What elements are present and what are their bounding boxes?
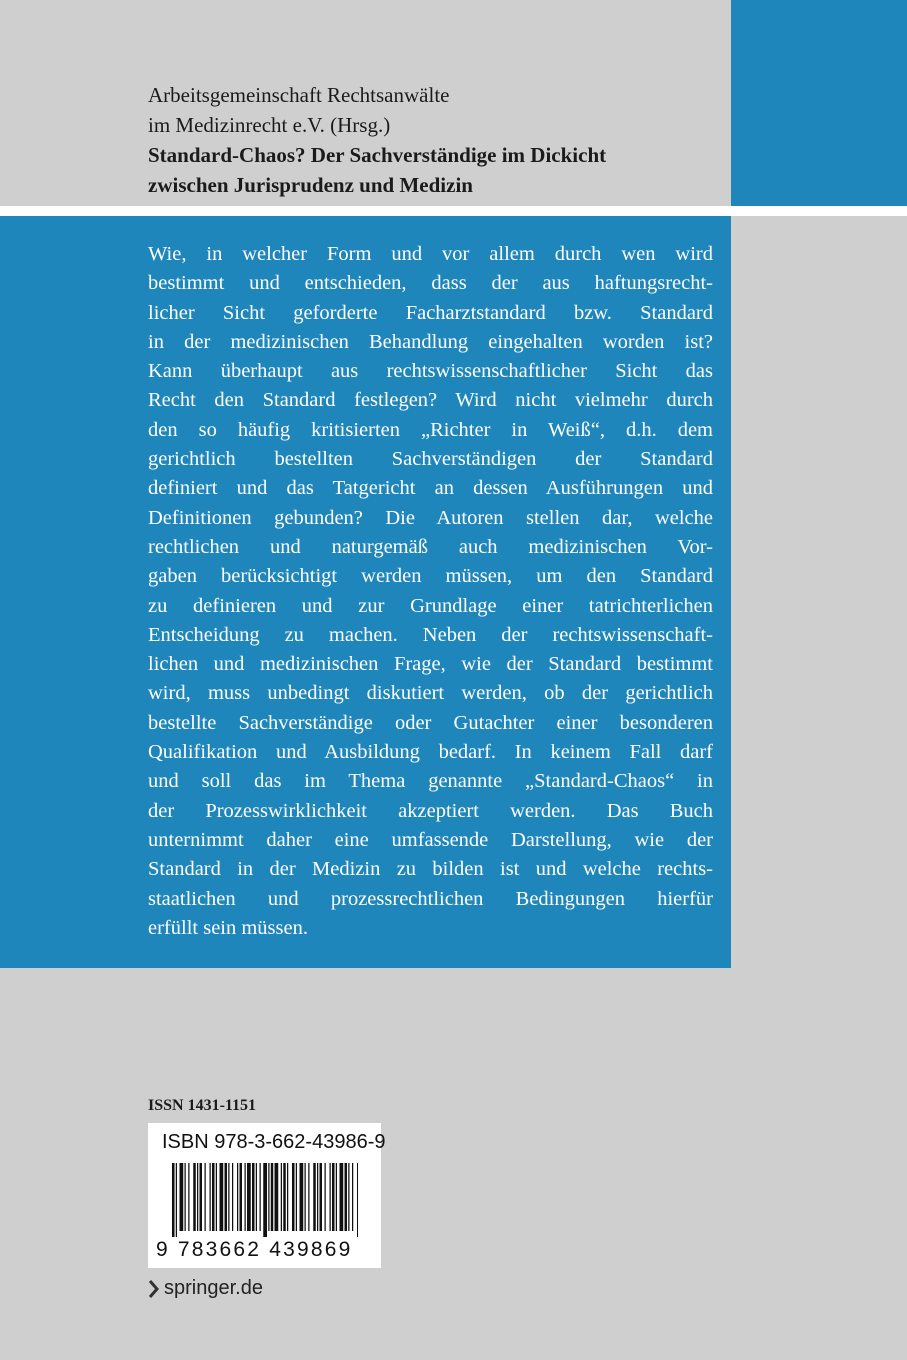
barcode-bar [345,1163,348,1231]
barcode-bar [185,1163,186,1231]
blurb-line: der Prozesswirklichkeit akzeptiert werden. Das Buch [148,799,713,822]
barcode-bar [172,1163,175,1237]
blurb-line: licher Sicht geforderte Facharztstandard bzw. Standard [148,301,713,324]
barcode-bar [193,1163,196,1231]
isbn-label: ISBN 978-3-662-43986-9 [162,1131,386,1153]
barcode-bar [216,1163,217,1231]
blurb-line: den so häufig kritisierten „Richter in Weiß“, d.h. dem [148,418,713,441]
barcode-bar [340,1163,344,1231]
blurb-line: bestellte Sachverständige oder Gutachter einer besonderen [148,711,713,734]
blurb-line: zu definieren und zur Grundlage einer tatrichterlichen [148,594,713,617]
blurb-line: in der medizinischen Behandlung eingehalten worden ist? [148,330,713,353]
barcode-bar [287,1163,288,1231]
publisher-site: springer.de [164,1277,263,1299]
blurb-line: gaben berücksichtigt werden müssen, um den Standard [148,565,713,588]
barcode-bar [212,1163,215,1231]
blurb-line: staatlichen und prozessrechtlichen Bedingungen hierfür [148,887,713,910]
barcode-box [148,1123,386,1268]
divider-rule [0,206,907,216]
barcode-bar [252,1163,255,1231]
barcode-bar [197,1163,198,1231]
barcode-digits: 9 783662 439869 [156,1238,353,1261]
barcode-bar [313,1163,316,1231]
barcode-bar [296,1163,297,1231]
barcode-bar [325,1163,326,1231]
blurb-line: definiert und das Tatgericht an dessen Ausführungen und [148,477,713,500]
barcode-bar [320,1163,323,1231]
barcode-bar [256,1163,257,1231]
barcode-bar [336,1163,337,1231]
barcode-bar [260,1163,261,1231]
blurb-line: Standard in der Medizin zu bilden ist und welche rechts- [148,858,713,881]
barcode-bar [180,1163,184,1231]
barcode-bar [247,1163,251,1231]
blurb-line: Definitionen gebunden? Die Autoren stellen dar, welche [148,506,713,529]
book-header [148,80,728,200]
barcode-bar [225,1163,228,1231]
barcode-bar [332,1163,335,1231]
blurb-line: unternimmt daher eine umfassende Darstellung, wie der [148,828,713,851]
book-blurb [148,240,713,943]
blurb-line: gerichtlich bestellten Sachverständigen der Standard [148,448,713,471]
publisher-link[interactable] [148,1277,263,1300]
barcode-bar [237,1163,238,1231]
barcode-bar [300,1163,304,1231]
barcode-bar [176,1163,177,1237]
barcode-bar [240,1163,243,1231]
barcode-bars [172,1163,358,1237]
barcode-bar [292,1163,295,1231]
barcode-bar [317,1163,318,1231]
barcode-bar [188,1163,189,1231]
barcode-bar [210,1163,211,1231]
barcode-bar [283,1163,286,1231]
blurb-line: Entscheidung zu machen. Neben der rechtswissenschaft- [148,623,713,646]
barcode-bar [245,1163,246,1231]
issn-label: ISSN 1431-1151 [148,1097,257,1114]
blurb-line: Qualifikation und Ausbildung bedarf. In keinem Fall darf [148,741,713,764]
barcode-bar [352,1163,353,1231]
barcode-bar [271,1163,274,1231]
barcode-bar [281,1163,282,1231]
blurb-line: lichen und medizinischen Frage, wie der Standard bestimmt [148,653,713,676]
barcode-bar [275,1163,279,1231]
barcode-bar [268,1163,269,1231]
barcode-bar [263,1163,267,1237]
blurb-line: Kann überhaupt aus rechtswissenschaftlicher Sicht das [148,360,713,383]
blurb-line: und soll das im Thema genannte „Standard-Chaos“ in [148,770,713,793]
top-accent-block [731,0,907,206]
chevron-right-icon [148,1279,160,1299]
editor-line-1: Arbeitsgemeinschaft Rechtsanwälte [148,83,450,107]
barcode-bar [357,1163,358,1237]
barcode-bar [232,1163,233,1231]
barcode-bar [330,1163,331,1231]
barcode-bar [205,1163,206,1231]
barcode-bar [348,1163,349,1231]
barcode-bar [228,1163,229,1231]
blurb-line: Wie, in welcher Form und vor allem durch wen wird [148,243,713,265]
barcode-bar [308,1163,309,1231]
blurb-line: erfüllt sein müssen. [148,916,308,939]
barcode-bar [200,1163,203,1231]
blurb-line: Recht den Standard festlegen? Wird nicht vielmehr durch [148,389,713,412]
title-line-1: Standard-Chaos? Der Sachverständige im Dickicht [148,143,607,167]
blurb-line: bestimmt und entschieden, dass der aus haftungsrecht- [148,272,713,295]
barcode-bar [220,1163,224,1231]
editor-line-2: im Medizinrecht e.V. (Hrsg.) [148,113,391,137]
blurb-line: wird, muss unbedingt diskutiert werden, ob der gerichtlich [148,682,713,705]
barcode-bar [305,1163,306,1231]
title-line-2: zwischen Jurisprudenz und Medizin [148,173,473,197]
blurb-line: rechtlichen und naturgemäß auch medizinischen Vor- [148,535,713,558]
